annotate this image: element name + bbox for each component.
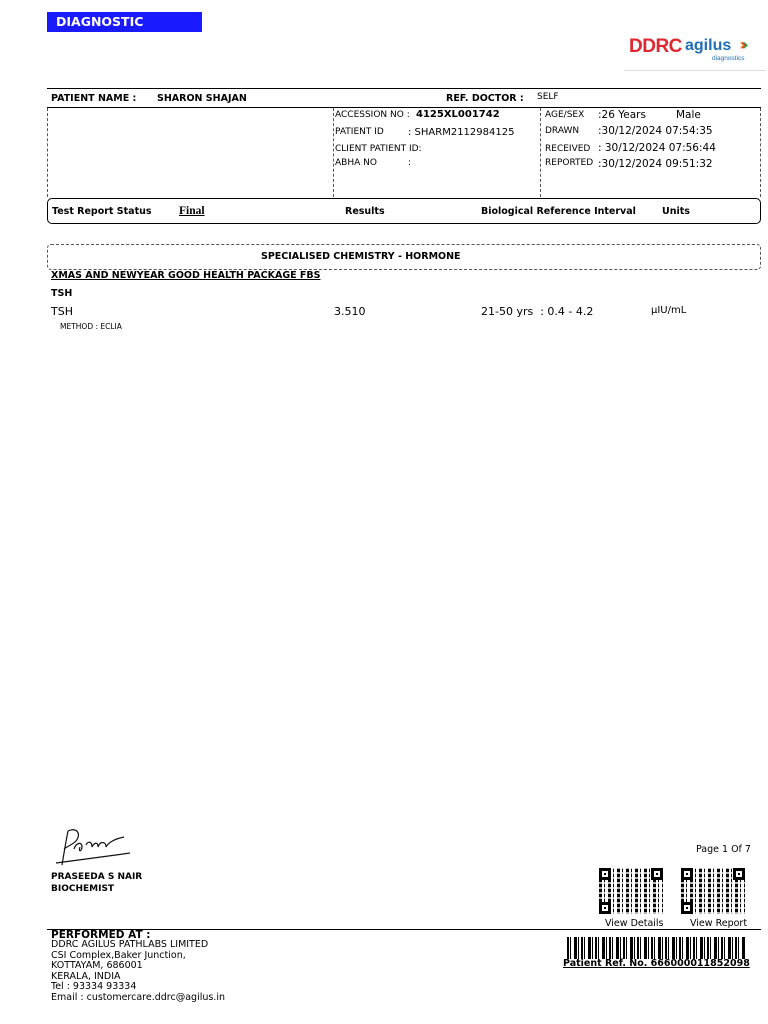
logo-tagline: diagnostics [712,55,745,62]
page-number: Page 1 Of 7 [696,844,751,855]
logo-chevron-icon: ››› [739,35,744,54]
patient-ref-number: Patient Ref. No. 666000011852098 [563,958,750,969]
client-patient-id-label: CLIENT PATIENT ID: [335,144,422,154]
bio-ref-column-header: Biological Reference Interval [481,206,636,217]
received-label: RECEIVED [545,144,591,154]
info-divider-outer-right [760,108,761,197]
address-line: Tel : 93334 93334 [51,981,137,992]
drawn-label: DRAWN [545,126,580,136]
report-title-badge: DIAGNOSTIC REPORT [47,12,202,32]
signatory-name: PRASEEDA S NAIR [51,872,143,882]
report-status-value: Final [179,205,205,217]
age-sex-label: AGE/SEX [545,110,585,120]
package-name: XMAS AND NEWYEAR GOOD HEALTH PACKAGE FBS [51,270,321,281]
ref-doctor-value: SELF [537,92,559,102]
abha-label: ABHA NO [335,158,377,168]
test-ref-interval: 21-50 yrs : 0.4 - 4.2 [481,305,594,318]
section-title: SPECIALISED CHEMISTRY - HORMONE [261,251,461,262]
address-line: Email : customercare.ddrc@agilus.in [51,991,225,1003]
view-details-link[interactable]: View Details [605,918,664,929]
drawn-value: :30/12/2024 07:54:35 [598,125,713,137]
patient-name-label: PATIENT NAME : [51,93,137,104]
patient-name: SHARON SHAJAN [157,93,247,104]
units-column-header: Units [662,206,690,217]
patient-id-value: : SHARM2112984125 [408,127,515,138]
accession-label: ACCESSION NO : [335,110,410,120]
logo-brand-sub: agilus [685,37,732,54]
accession-number: 4125XL001742 [416,109,500,120]
ref-doctor-label: REF. DOCTOR : [446,93,524,104]
performed-at-address [51,940,225,1003]
view-report-link[interactable]: View Report [690,918,748,929]
signatory-role: BIOCHEMIST [51,884,115,894]
address-line: KOTTAYAM, 686001 [51,960,143,971]
test-group-name: TSH [51,288,73,299]
info-divider-outer-left [47,108,48,197]
test-units: μIU/mL [651,305,687,316]
age-value: :26 Years [598,109,646,121]
patient-id-label: PATIENT ID [335,127,384,137]
ddrc-agilus-logo [624,32,766,71]
test-method: METHOD : ECLIA [60,322,122,331]
test-result: 3.510 [334,305,366,318]
address-line: CSI Complex,Baker Junction, [51,949,186,961]
reported-value: :30/12/2024 09:51:32 [598,158,713,170]
received-value: : 30/12/2024 07:56:44 [598,142,716,154]
test-report-status-label: Test Report Status [52,206,152,217]
performed-at-label: PERFORMED AT : [51,929,151,941]
footer-divider [47,929,761,930]
logo-brand-main: DDRC [629,36,682,57]
view-report-qr-icon[interactable] [681,868,745,914]
test-name: TSH [51,305,73,318]
reported-label: REPORTED [545,158,594,168]
view-details-qr-icon[interactable] [599,868,663,914]
header-divider-mid [47,107,761,108]
info-divider-right [540,108,541,197]
header-divider-top [47,88,761,89]
patient-barcode-icon [567,937,745,959]
signature-image [52,823,132,869]
address-line: KERALA, INDIA [51,970,121,982]
address-line: DDRC AGILUS PATHLABS LIMITED [51,939,209,950]
abha-value: : [408,158,412,168]
sex-value: Male [676,109,701,121]
column-header-bar [47,198,761,224]
results-column-header: Results [345,206,385,217]
info-divider-left [333,108,334,197]
